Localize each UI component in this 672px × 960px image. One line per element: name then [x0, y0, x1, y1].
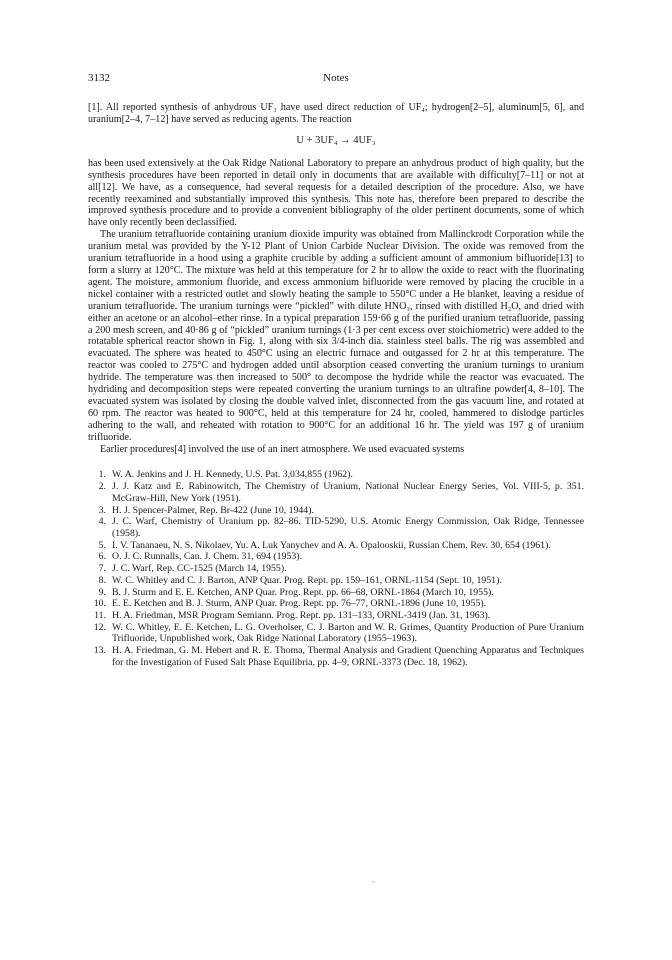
reference-number: 12. [93, 621, 106, 633]
reference-list [88, 469, 584, 668]
reference-number: 9. [98, 586, 106, 598]
reference-item [88, 469, 584, 481]
reference-number: 8. [98, 574, 106, 586]
reaction-equation: U + 3UF₄ → 4UF₃ [296, 134, 376, 146]
reference-number: 13. [93, 645, 106, 657]
reference-text: H. A. Friedman, MSR Program Semiann. Prog. Rept. pp. 131–133, ORNL-3419 (Jan. 31, 1963). [112, 609, 491, 621]
body-paragraph-2: has been used extensively at the Oak Ridge National Laboratory to prepare an anhydrous product of high quality, but the synthesis procedures have been reported in detail only in documents that are available with difficulty[7–11] or not at all[12]. We have, as a consequence, had several requests for a detailed description of the procedure. Also, we have recently reexamined and substantially improved this synthesis. This note has, therefore been prepared to describe the improved synthesis procedure and to provide a convenient bibliography of the older pertinent documents, some of which have only recently been declassified. [88, 157, 584, 229]
page-number: 3132 [88, 72, 110, 84]
reference-item [88, 610, 584, 622]
reference-text: E. E. Ketchen and B. J. Sturm, ANP Quar. Prog. Rept. pp. 76–77, ORNL-1896 (June 10, 1955). [112, 598, 487, 610]
running-header [88, 72, 584, 88]
reference-number: 2. [98, 481, 106, 493]
body-paragraph-3: The uranium tetrafluoride containing uranium dioxide impurity was obtained from Mallinckrodt Corporation while the uranium metal was provided by the Y-12 Plant of Union Carbide Nuclear Division. The oxide was removed from the uranium tetrafluoride in a hood using a graphite crucible by adding a sufficient amount of ammonium bifluoride[13] to form a slurry at 120°C. The mixture was held at this temperature for 2 hr to allow the oxide to react with the fluorinating agent. The moisture, ammonium fluoride, and excess ammonium bifluoride were removed by placing the crucible in a nickel container with a restricted outlet and slowly heating the sample to 550°C under a He blanket, leaving a residue of uranium tetrafluoride. The uranium turnings were “pickled” with dilute HNO₃, rinsed with distilled H₂O, and dried with either an acetone or an alcohol–ether rinse. In a typical preparation 159·66 g of the purified uranium tetrafluoride, passing a 200 mesh screen, and 40·86 g of “pickled” uranium turnings (1·3 per cent excess over stoichiometric) were added to the rotatable spherical reactor shown in Fig. 1, along with six 3/4-inch dia. stainless steel balls. The rig was assembled and evacuated. The sphere was heated to 450°C using an electric furnace and outgassed for 2 hr at this temperature. The reactor was cooled to 275°C and hydrogen added until absorption ceased converting the uranium turnings to uranium hydride. The temperature was then increased to 500° to decompose the hydride while the reactor was evacuated. The hydriding and decomposition steps were repeated converting the uranium turnings to an ultrafine powder[4, 8–10]. The evacuated system was isolated by closing the double valved inlet, disconnected from the gas vacuum line, and rotated at 60 rpm. The reactor was heated to 900°C, held at this temperature for 24 hr, cooled, hammered to dislodge particles adhering to the wall, and reheated with rotation to 900°C for an additional 16 hr. The yield was 197 g of uranium trifluoride. [88, 229, 584, 443]
body-paragraph-4: Earlier procedures[4] involved the use of an inert atmosphere. We used evacuated systems [100, 443, 465, 455]
reference-number: 7. [98, 563, 106, 575]
reference-text: I. V. Tananaeu, N. S. Nikolaev, Yu. A. Luk Yanychev and A. A. Opalooskii, Russian Chem. Rev. 30, 654 (1961). [112, 539, 551, 551]
reference-number: 4. [98, 516, 106, 528]
reference-item [88, 551, 584, 563]
reference-number: 1. [98, 469, 106, 481]
reference-item [88, 575, 584, 587]
page [88, 72, 584, 668]
reference-item [88, 505, 584, 517]
reference-item [88, 563, 584, 575]
reference-number: 11. [94, 609, 106, 621]
reference-text: O. J. C. Runnalls, Can. J. Chem. 31, 694 (1953). [112, 551, 302, 563]
reference-number: 3. [98, 504, 106, 516]
section-title: Notes [323, 72, 349, 84]
reference-text: W. A. Jenkins and J. H. Kennedy, U.S. Pat. 3,034,855 (1962). [112, 469, 353, 481]
reference-item [88, 587, 584, 599]
reference-number: 10. [93, 598, 106, 610]
reference-item [88, 645, 584, 668]
reference-item [88, 540, 584, 552]
reference-number: 6. [98, 551, 106, 563]
reference-text: J. C. Warf, Chemistry of Uranium pp. 82–86. TID-5290, U.S. Atomic Energy Commission, Oak Ridge, Tennessee (1958). [112, 516, 584, 539]
reference-text: J. C. Warf, Rep. CC-1525 (March 14, 1955). [112, 563, 287, 575]
reference-text: B. J. Sturm and E. E. Ketchen, ANP Quar. Prog. Rept. pp. 66–68, ORNL-1864 (March 10, 1955). [112, 586, 494, 598]
reference-item [88, 481, 584, 504]
reference-item [88, 516, 584, 539]
footer-mark: - [372, 877, 375, 886]
body-paragraph-1: [1]. All reported synthesis of anhydrous UF₃ have used direct reduction of UF₄; hydrogen[2–5], aluminum[5, 6], and uranium[2–4, 7–12] have served as reducing agents. The reaction [88, 102, 584, 125]
reference-text: J. J. Katz and E. Rabinowitch, The Chemistry of Uranium, National Nuclear Energy Series, Vol. VIII-5, p. 351. McGraw-Hill, New York (1951). [112, 481, 584, 504]
reference-text: W. C. Whitley and C. J. Barton, ANP Quar. Prog. Rept. pp. 159–161, ORNL-1154 (Sept. 10, 1951). [112, 574, 502, 586]
reference-text: H. J. Spencer-Palmer, Rep. Br-422 (June 10, 1944). [112, 504, 314, 516]
reference-text: W. C. Whitley, E. E. Ketchen, L. G. Overholser, C. J. Barton and W. R. Grimes, Quantity Production of Pure Uranium Trifluoride, Unpublished work, Oak Ridge National Laboratory (1955–1963). [112, 621, 584, 645]
reference-text: H. A. Friedman, G. M. Hebert and R. E. Thoma, Thermal Analysis and Gradient Quenching Apparatus and Techniques for the Investigation of Fused Salt Phase Equilibria, pp. 4–9, ORNL-3373 (Dec. 18, 1962). [112, 645, 584, 668]
reference-number: 5. [98, 539, 106, 551]
reference-item [88, 622, 584, 645]
reference-item [88, 598, 584, 610]
